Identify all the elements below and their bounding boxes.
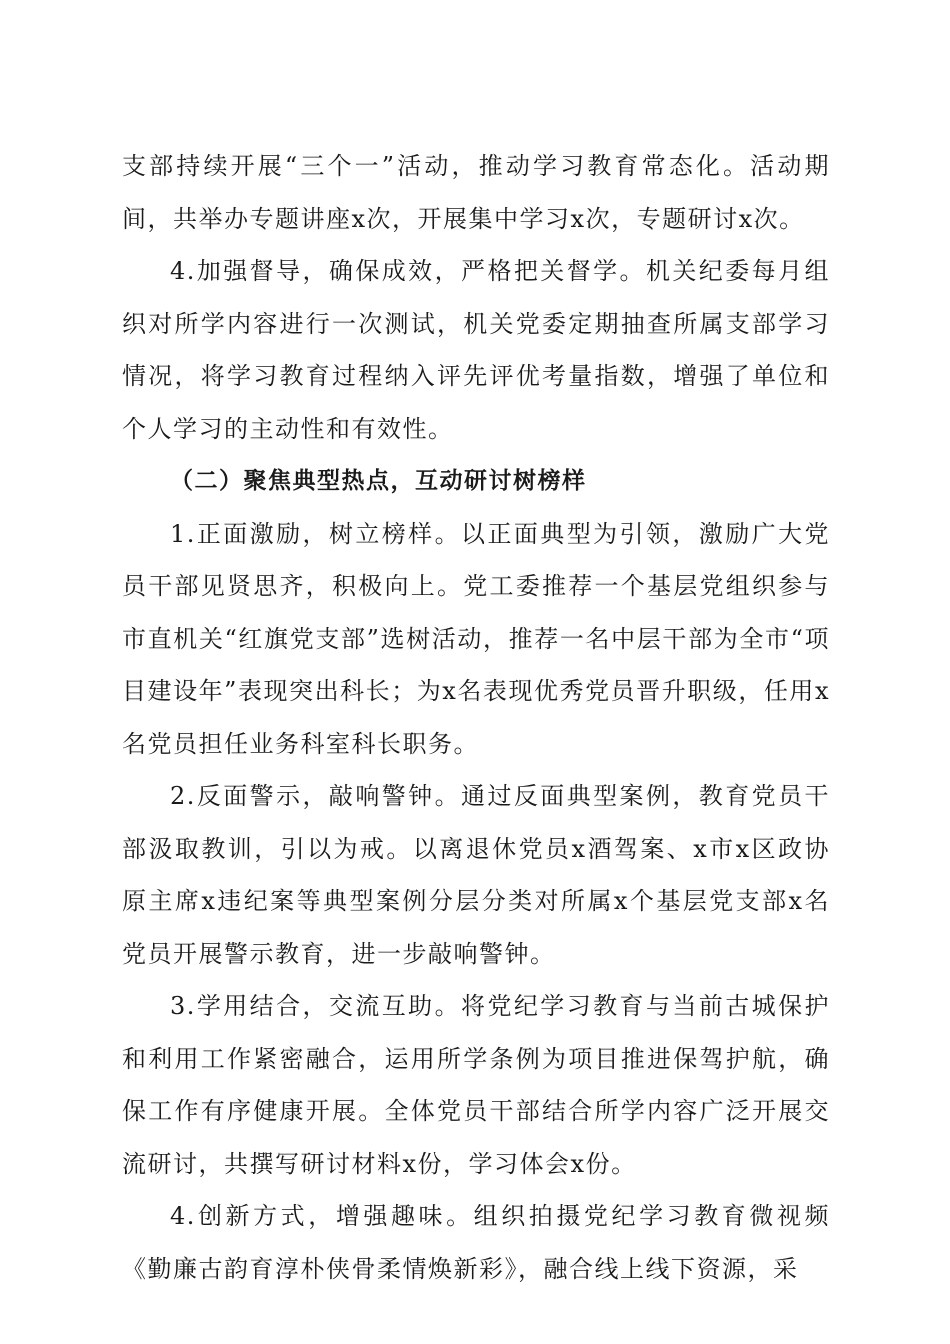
document-body [122,140,830,1295]
paragraph-item-2-warning: 2.反面警示，敲响警钟。通过反面典型案例，教育党员干部汲取教训，引以为戒。以离退休党员x酒驾案、x市x区政协原主席x违纪案等典型案例分层分类对所属x个基层党支部x名党员开展警示教育，进一步敲响警钟。 [122,782,830,968]
paragraph-item-1-positive: 1.正面激励，树立榜样。以正面典型为引领，激励广大党员干部见贤思齐，积极向上。党工委推荐一个基层党组织参与市直机关“红旗党支部”选树活动，推荐一名中层干部为全市“项目建设年”表现突出科长；为x名表现优秀党员晋升职级，任用x名党员担任业务科室科长职务。 [122,519,830,758]
paragraph-item-4-supervision: 4.加强督导，确保成效，严格把关督学。机关纪委每月组织对所学内容进行一次测试，机关党委定期抽查所属支部学习情况，将学习教育过程纳入评先评优考量指数，增强了单位和个人学习的主动性和有效性。 [122,257,830,443]
paragraph-item-3-application: 3.学用结合，交流互助。将党纪学习教育与当前古城保护和利用工作紧密融合，运用所学条例为项目推进保驾护航，确保工作有序健康开展。全体党员干部结合所学内容广泛开展交流研讨，共撰写研讨材料x份，学习体会x份。 [122,992,830,1178]
section-heading: （二）聚焦典型热点，互动研讨树榜样 [170,468,587,494]
paragraph-item-4-innovation: 4.创新方式，增强趣味。组织拍摄党纪学习教育微视频《勤廉古韵育淳朴侠骨柔情焕新彩》，融合线上线下资源，采 [122,1202,830,1283]
paragraph-continuation: 支部持续开展“三个一”活动，推动学习教育常态化。活动期间，共举办专题讲座x次，开展集中学习x次，专题研讨x次。 [122,152,830,233]
